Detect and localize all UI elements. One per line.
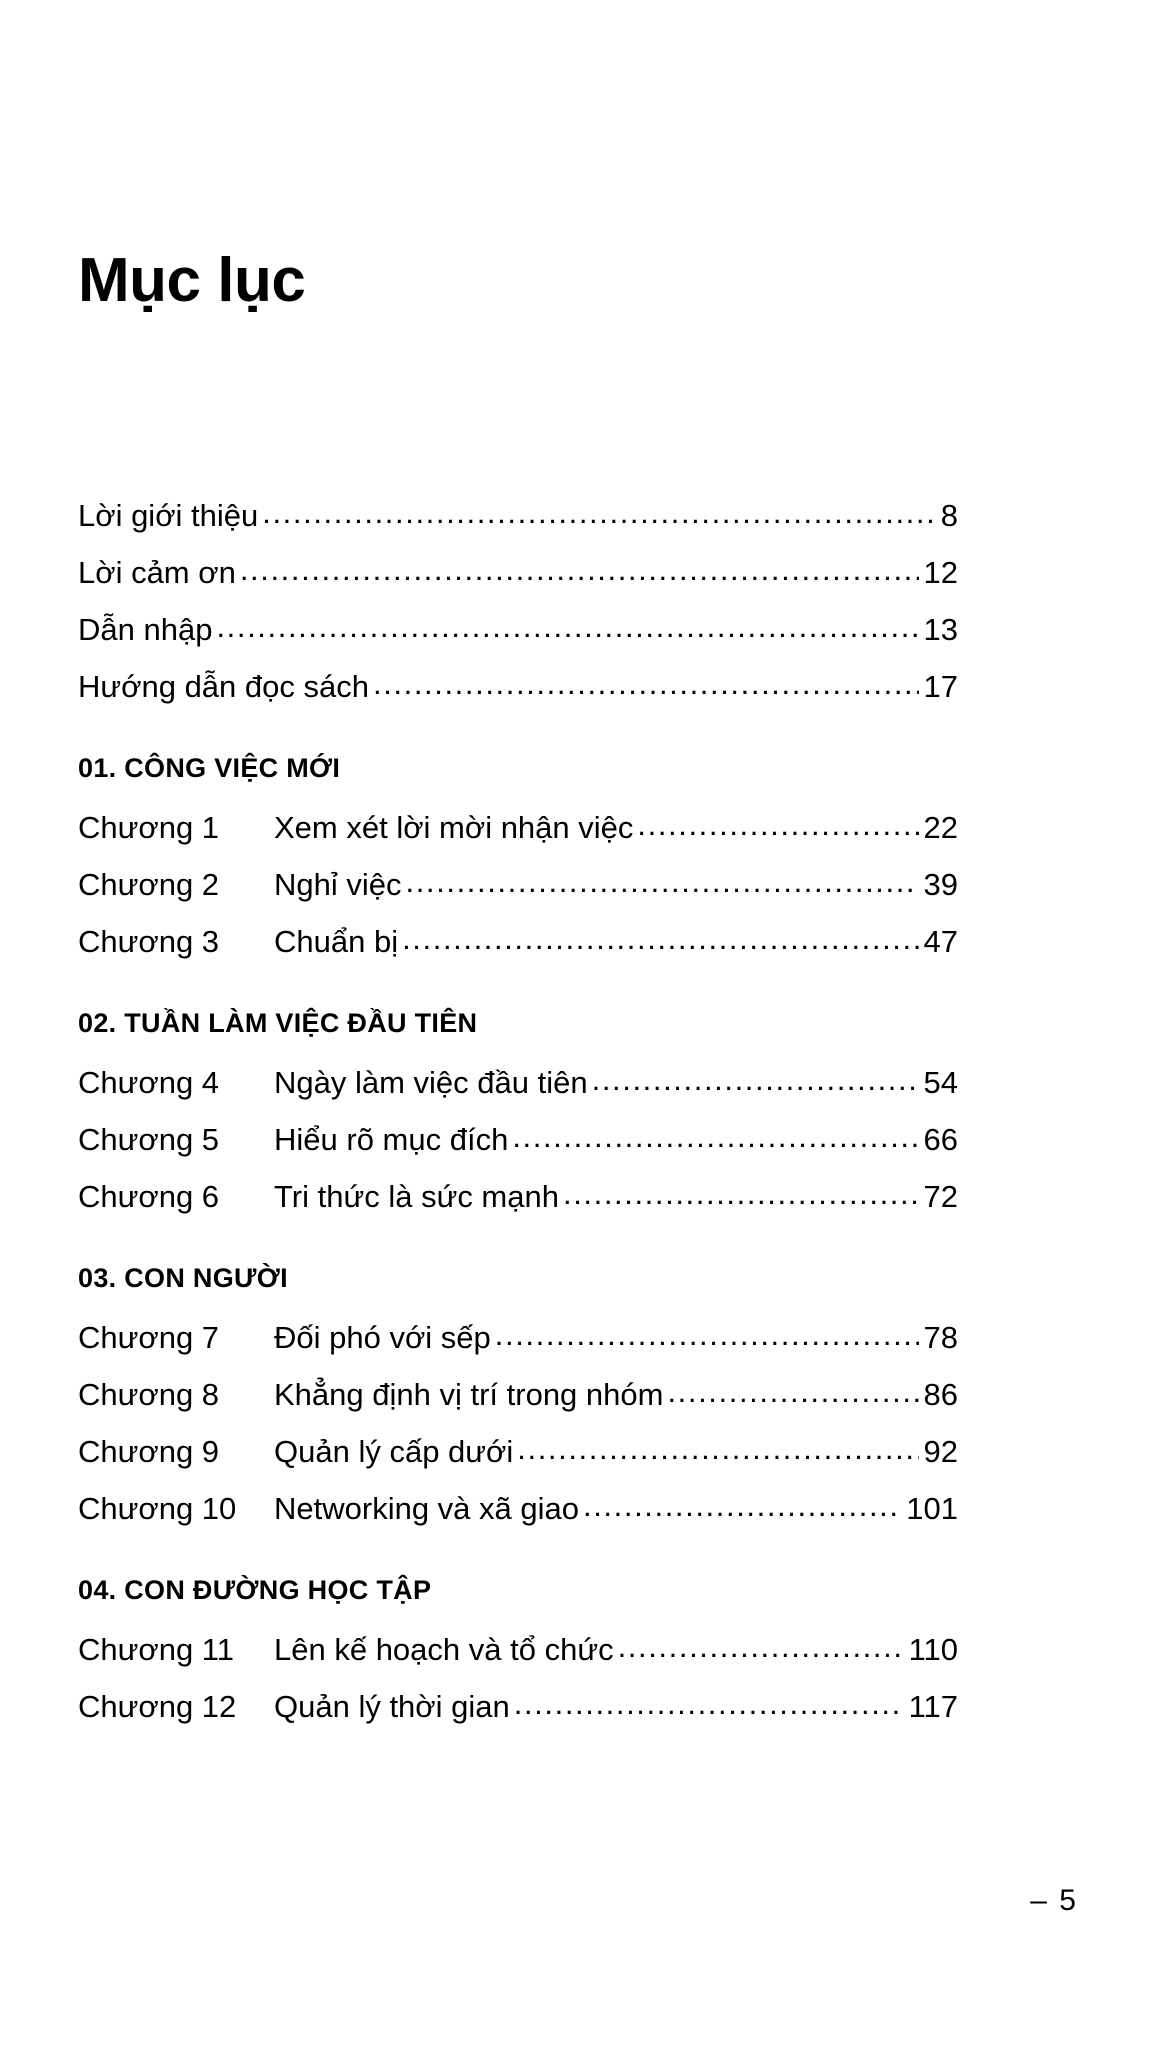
chapter-title: Đối phó với sếp (274, 1320, 491, 1355)
chapter-page-number: 22 (923, 810, 958, 845)
toc-chapter-entry[interactable] (78, 1374, 958, 1431)
chapter-page-number: 78 (923, 1320, 958, 1355)
dot-leader (563, 1176, 919, 1207)
page-number-footer: – 5 (1030, 1884, 1078, 1917)
chapter-page-number: 92 (923, 1434, 958, 1469)
toc-entry[interactable] (78, 666, 958, 723)
chapter-page-number: 101 (906, 1491, 958, 1526)
chapter-title: Lên kế hoạch và tổ chức (274, 1632, 614, 1667)
toc-section (78, 755, 958, 978)
toc-chapter-entry[interactable] (78, 1119, 958, 1176)
dot-leader (517, 1431, 918, 1462)
chapter-label: Chương 12 (78, 1689, 237, 1724)
dot-leader (406, 864, 919, 895)
section-heading: 01. CÔNG VIỆC MỚI (78, 753, 341, 783)
toc-entry[interactable] (78, 495, 958, 552)
chapter-title: Chuẩn bị (274, 924, 399, 959)
section-heading: 03. CON NGƯỜI (78, 1263, 288, 1293)
dot-leader (592, 1062, 919, 1093)
chapter-title: Quản lý cấp dưới (274, 1434, 514, 1469)
toc-entry[interactable] (78, 552, 958, 609)
toc-chapter-entry[interactable] (78, 921, 958, 978)
chapter-title: Tri thức là sức mạnh (274, 1179, 559, 1214)
chapter-page-number: 39 (923, 867, 958, 902)
toc-entry-title: Dẫn nhập (78, 612, 213, 647)
toc-section (78, 1577, 958, 1743)
toc-section (78, 1010, 958, 1233)
dot-leader (667, 1374, 918, 1405)
chapter-label: Chương 11 (78, 1632, 234, 1667)
chapter-page-number: 66 (923, 1122, 958, 1157)
chapter-label: Chương 4 (78, 1065, 220, 1100)
toc-chapter-entry[interactable] (78, 807, 958, 864)
chapter-label: Chương 6 (78, 1179, 220, 1214)
chapter-label: Chương 7 (78, 1320, 220, 1355)
chapter-title: Networking và xã giao (274, 1491, 579, 1526)
chapter-label: Chương 9 (78, 1434, 220, 1469)
chapter-page-number: 110 (908, 1632, 958, 1667)
section-list (78, 755, 958, 1743)
page-title: Mục lục (78, 245, 306, 315)
dot-leader (240, 552, 919, 583)
toc-content (78, 495, 958, 1743)
toc-entry-title: Lời cảm ơn (78, 555, 236, 590)
toc-section (78, 1265, 958, 1545)
toc-entry[interactable] (78, 609, 958, 666)
chapter-label: Chương 10 (78, 1491, 237, 1526)
dot-leader (495, 1317, 919, 1348)
dot-leader (583, 1488, 901, 1519)
section-heading: 04. CON ĐƯỜNG HỌC TẬP (78, 1575, 432, 1605)
chapter-page-number: 86 (923, 1377, 958, 1412)
toc-entry-title: Lời giới thiệu (78, 498, 259, 533)
toc-entry-page-number: 13 (923, 612, 958, 647)
toc-entry-page-number: 12 (923, 555, 958, 590)
chapter-label: Chương 5 (78, 1122, 220, 1157)
chapter-title: Ngày làm việc đầu tiên (274, 1065, 588, 1100)
toc-entry-page-number: 8 (940, 498, 958, 533)
chapter-page-number: 117 (908, 1689, 958, 1724)
dot-leader (216, 609, 918, 640)
dot-leader (512, 1119, 918, 1150)
toc-chapter-entry[interactable] (78, 1317, 958, 1374)
toc-chapter-entry[interactable] (78, 1176, 958, 1233)
dot-leader (514, 1686, 904, 1717)
chapter-title: Quản lý thời gian (274, 1689, 510, 1724)
toc-chapter-entry[interactable] (78, 1629, 958, 1686)
chapter-label: Chương 8 (78, 1377, 220, 1412)
chapter-page-number: 72 (923, 1179, 958, 1214)
chapter-label: Chương 1 (78, 810, 220, 845)
chapter-title: Khẳng định vị trí trong nhóm (274, 1377, 664, 1412)
chapter-title: Nghỉ việc (274, 867, 402, 902)
toc-chapter-entry[interactable] (78, 1488, 958, 1545)
toc-chapter-entry[interactable] (78, 1686, 958, 1743)
toc-chapter-entry[interactable] (78, 864, 958, 921)
chapter-page-number: 47 (923, 924, 958, 959)
dot-leader (373, 666, 919, 697)
toc-entry-page-number: 17 (923, 669, 958, 704)
chapter-title: Xem xét lời mời nhận việc (274, 810, 634, 845)
toc-entry-title: Hướng dẫn đọc sách (78, 669, 369, 704)
chapter-title: Hiểu rõ mục đích (274, 1122, 509, 1157)
chapter-label: Chương 2 (78, 867, 220, 902)
section-heading: 02. TUẦN LÀM VIỆC ĐẦU TIÊN (78, 1008, 478, 1038)
dot-leader (637, 807, 918, 838)
dot-leader (402, 921, 918, 952)
chapter-page-number: 54 (923, 1065, 958, 1100)
dot-leader (262, 495, 936, 526)
dot-leader (618, 1629, 904, 1660)
chapter-label: Chương 3 (78, 924, 220, 959)
toc-chapter-entry[interactable] (78, 1431, 958, 1488)
front-matter-list (78, 495, 958, 723)
toc-chapter-entry[interactable] (78, 1062, 958, 1119)
